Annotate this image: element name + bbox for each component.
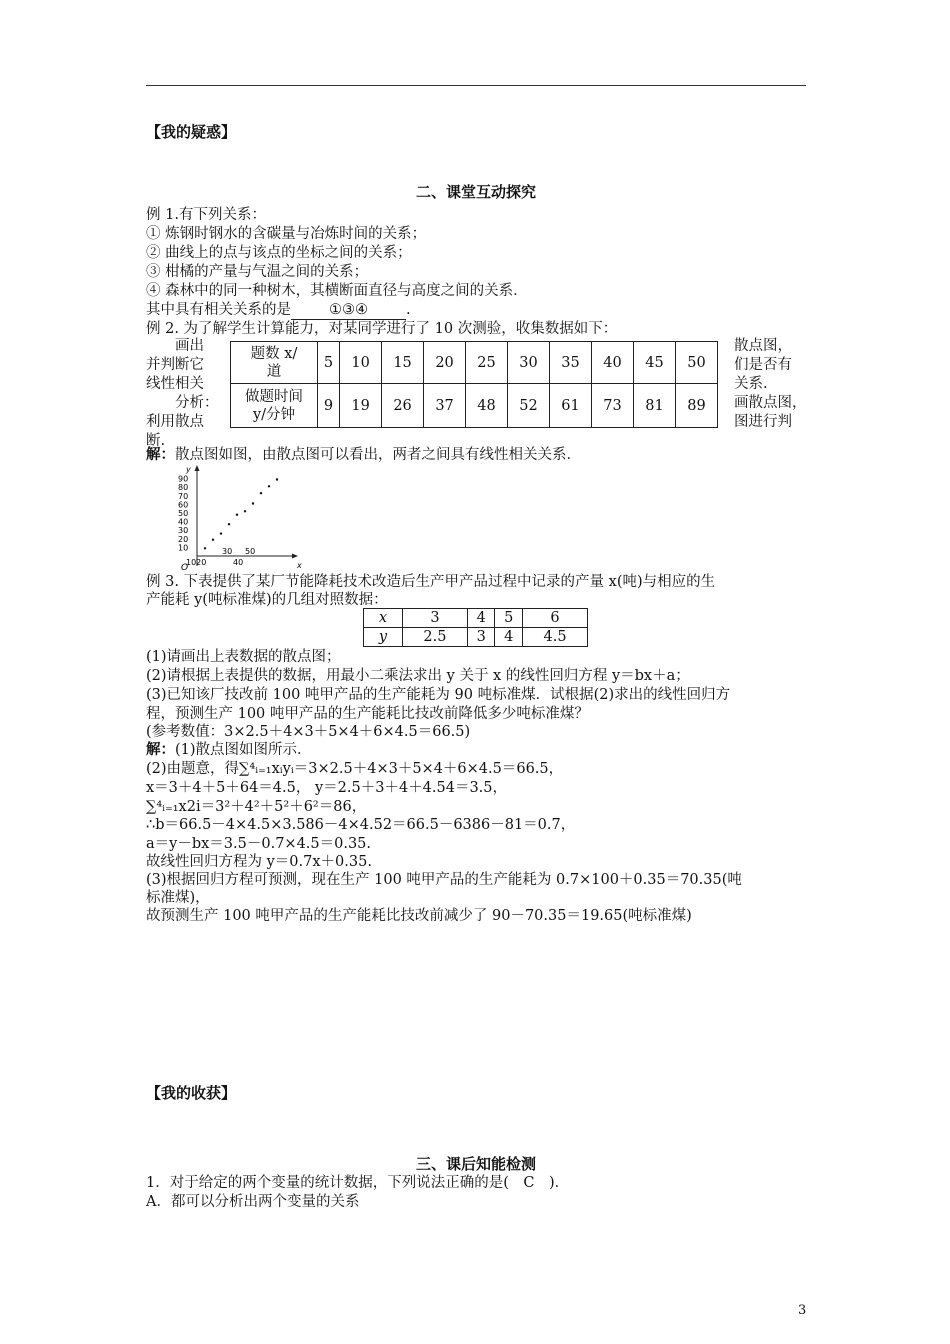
ex1-answer: ①③④ [291, 301, 406, 320]
ex2-row2-label [231, 384, 318, 428]
ex3-row-y [364, 628, 588, 647]
ex3-sol-6: a＝y－bx＝3.5－0.7×4.5＝0.35. [146, 836, 372, 852]
ex3-x-cell: 4 [467, 609, 495, 628]
x-tick-label: 30 [222, 547, 233, 556]
ex3-x-cell: 6 [523, 609, 588, 628]
ex2-x-cell: 40 [591, 342, 633, 384]
ex2-right-5: 图进行判 [734, 414, 792, 430]
scatter-point [260, 492, 262, 494]
ex3-y-cell: 2.5 [403, 628, 468, 647]
ex2-x-cell: 25 [466, 342, 508, 384]
ex3-x-cell: 3 [403, 609, 468, 628]
y-tick-label: 80 [178, 483, 189, 493]
ex2-y-cell: 37 [424, 384, 466, 428]
ex2-y-cell: 52 [508, 384, 550, 428]
ex3-sol-4: ∑⁴ᵢ₌₁x2i＝3²＋4²＋5²＋6²＝86， [146, 799, 367, 815]
y-axis-arrow [195, 465, 200, 471]
ex3-sol-9: 故预测生产 100 吨甲产品的生产能耗比技改前减少了 90－70.35＝19.65(吨标准煤) [146, 908, 692, 924]
header-rule [146, 85, 806, 86]
ex3-intro-1: 例 3. 下表提供了某厂节能降耗技术改造后生产甲产品过程中记录的产量 x(吨)与相应的生 [146, 574, 716, 590]
x-tick-label: 1020 [186, 558, 207, 567]
ex3-sol-1-text: (1)散点图如图所示． [175, 742, 312, 758]
ex3-q1: (1)请画出上表数据的散点图； [146, 649, 341, 665]
ex2-x-cell: 15 [382, 342, 424, 384]
y-tick-label: 20 [178, 534, 189, 544]
ex2-y-cell: 73 [591, 384, 633, 428]
ex2-y-cell: 89 [675, 384, 717, 428]
ex3-sol-5: ∴b＝66.5－4×4.5×3.586－4×4.52＝66.5－6386－81＝0.7， [146, 817, 576, 833]
y-tick-label: 60 [178, 500, 189, 510]
x-axis-label: x [297, 561, 302, 570]
y-tick-label: 30 [178, 526, 189, 536]
section3-title: 三、课后知能检测 [415, 1155, 536, 1173]
ex2-x-cell: 45 [633, 342, 675, 384]
scatter-points [204, 478, 278, 549]
ex3-sol-3: x＝3＋4＋5＋64＝4.5， y＝2.5＋3＋4＋4.54＝3.5， [146, 780, 508, 796]
ex1-intro: 例 1.有下列关系： [146, 207, 266, 223]
ex3-q3-2: 程，预测生产 100 吨甲产品的生产能耗比技改前降低多少吨标准煤？ [146, 706, 589, 722]
ex2-left-6: 断. [146, 433, 166, 449]
ex3-sol-2: (2)由题意，得∑⁴ᵢ₌₁xᵢyᵢ＝3×2.5＋4×3＋5×4＋6×4.5＝66.5， [146, 761, 564, 777]
scatter-point [268, 485, 270, 487]
ex3-sol-7: 故线性回归方程为 y＝0.7x＋0.35. [146, 854, 372, 870]
ex2-row2-label-l1: 做题时间 [245, 388, 303, 405]
scatter-point [252, 502, 254, 504]
ex3-sol-8-2: 标准煤)， [146, 890, 210, 906]
ex3-y-cell: 3 [467, 628, 495, 647]
scatter-point [228, 523, 230, 525]
ex2-right-1: 散点图， [734, 338, 792, 354]
ex2-left-5: 利用散点 [146, 414, 204, 430]
ex2-y-cell: 81 [633, 384, 675, 428]
ex2-row1-label-l2: 道 [266, 363, 282, 380]
ex2-row-y [231, 384, 718, 428]
ex3-x-cell: 5 [495, 609, 523, 628]
x-tick-label: 50 [245, 547, 256, 556]
page-number: 3 [798, 1303, 807, 1318]
ex2-y-cell: 61 [550, 384, 592, 428]
ex2-solution-label: 解： [146, 446, 175, 463]
ex2-x-cell: 35 [550, 342, 592, 384]
ex3-y-cell: 4 [495, 628, 523, 647]
ex2-row2-label-l2: y/分钟 [252, 406, 296, 423]
origin-label: O [181, 563, 189, 573]
section-doubts-heading: 【我的疑惑】 [146, 123, 237, 141]
ex1-item-4: ④ 森林中的同一种树木，其横断面直径与高度之间的关系． [146, 283, 528, 299]
ex2-x-cell: 5 [318, 342, 340, 384]
scatter-point [276, 478, 278, 480]
scatter-plot [160, 463, 310, 575]
ex2-row1-label [231, 342, 318, 384]
ex1-question [146, 301, 411, 320]
y-tick-label: 40 [178, 517, 189, 527]
ex3-y-cell: 4.5 [523, 628, 588, 647]
ex3-sol-label: 解： [146, 741, 175, 758]
y-tick-label: 70 [178, 491, 189, 501]
ex2-solution-text: 散点图如图，由散点图可以看出，两者之间具有线性相关关系． [175, 447, 581, 463]
ex2-y-cell: 9 [318, 384, 340, 428]
ex3-x-label: x [364, 609, 403, 628]
y-tick-label: 50 [178, 509, 189, 518]
y-tick-label: 10 [178, 543, 189, 553]
ex2-solution [146, 446, 581, 464]
y-tick-label: 90 [178, 474, 189, 484]
ex2-y-cell: 26 [382, 384, 424, 428]
ex1-item-3: ③ 柑橘的产量与气温之间的关系； [146, 264, 369, 280]
ex2-x-cell: 50 [675, 342, 717, 384]
ex3-sol-1 [146, 741, 312, 759]
ex2-left-4: 分析： [175, 395, 219, 411]
ex2-right-4: 画散点图， [734, 395, 807, 411]
ex1-end: . [406, 302, 411, 318]
ex2-data-table [230, 341, 718, 428]
scatter-point [236, 514, 238, 516]
ex3-data-table [363, 608, 588, 647]
ex2-x-cell: 20 [424, 342, 466, 384]
section2-title: 二、课堂互动探究 [415, 183, 536, 201]
ex2-y-cell: 48 [466, 384, 508, 428]
x-tick-label: 40 [233, 558, 244, 567]
ex1-question-text: 其中具有相关关系的是 [146, 302, 291, 318]
final-question: 1．对于给定的两个变量的统计数据，下列说法正确的是( C )． [146, 1175, 570, 1191]
ex3-intro-2: 产能耗 y(吨标准煤)的几组对照数据： [146, 592, 388, 608]
ex3-sol-8-1: (3)根据回归方程可预测，现在生产 100 吨甲产品的生产能耗为 0.7×100＋0.35＝70.35(吨 [146, 872, 742, 888]
scatter-point [212, 539, 214, 541]
ex2-right-3: 关系. [734, 376, 768, 392]
final-option-a: A．都可以分析出两个变量的关系 [146, 1194, 360, 1210]
ex1-item-2: ② 曲线上的点与该点的坐标之间的关系； [146, 245, 412, 261]
y-tick-labels [178, 475, 188, 553]
ex2-x-cell: 10 [340, 342, 382, 384]
ex2-row-x [231, 342, 718, 384]
ex3-y-label: y [364, 628, 403, 647]
scatter-point [220, 532, 222, 534]
ex2-x-cell: 30 [508, 342, 550, 384]
ex2-y-cell: 19 [340, 384, 382, 428]
ex2-row1-label-l1: 题数 x/ [250, 345, 298, 362]
ex3-q3-1: (3)已知该厂技改前 100 吨甲产品的生产能耗为 90 吨标准煤．试根据(2)求出的线性回归方 [146, 687, 731, 703]
y-axis-label: y [186, 465, 191, 474]
ex2-left-3: 线性相关 [146, 376, 204, 392]
ex1-item-1: ① 炼钢时钢水的含碳量与冶炼时间的关系； [146, 226, 427, 242]
x-axis-arrow [292, 554, 298, 559]
ex2-right-2: 们是否有 [734, 357, 792, 373]
ex3-q2: (2)请根据上表提供的数据，用最小二乘法求出 y 关于 x 的线性回归方程 y＝bx＋a； [146, 668, 690, 684]
section-gains-heading: 【我的收获】 [146, 1084, 237, 1102]
ex3-row-x [364, 609, 588, 628]
ex3-ref: (参考数值：3×2.5＋4×3＋5×4＋6×4.5＝66.5) [146, 724, 471, 740]
scatter-point [244, 510, 246, 512]
scatter-point [204, 547, 206, 549]
ex2-left-2: 并判断它 [146, 357, 204, 373]
ex2-left-1: 画出 [175, 338, 204, 354]
ex2-intro: 例 2. 为了解学生计算能力，对某同学进行了 10 次测验，收集数据如下： [146, 321, 618, 337]
